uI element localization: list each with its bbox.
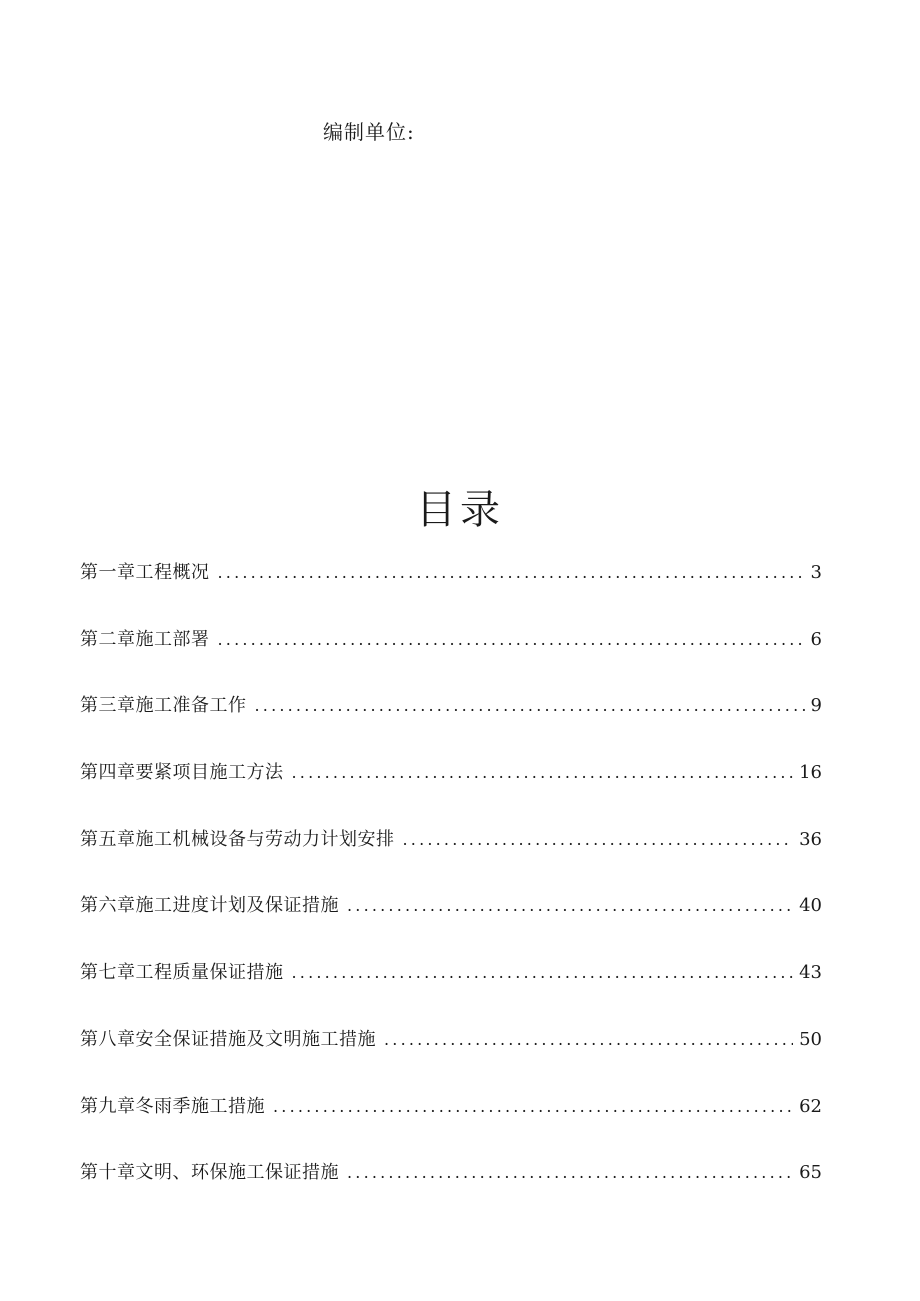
toc-item-label: 第六章施工进度计划及保证措施 — [80, 895, 339, 917]
toc-item[interactable] — [80, 958, 822, 1025]
toc-item-page: 36 — [799, 828, 822, 850]
toc-leader-dots — [292, 763, 794, 782]
toc-item-label: 第二章施工部署 — [80, 628, 210, 650]
toc-item-page: 43 — [799, 962, 822, 984]
toc-item-page: 3 — [810, 562, 822, 583]
toc-item-page: 40 — [799, 895, 822, 917]
toc-leader-dots — [347, 1163, 793, 1182]
toc-item-page: 6 — [810, 628, 822, 650]
toc-item-label: 第七章工程质量保证措施 — [80, 962, 284, 984]
toc-item[interactable] — [80, 691, 822, 758]
toc-item-page: 16 — [799, 762, 822, 784]
toc-item-page: 62 — [799, 1095, 822, 1117]
org-label: 编制单位: — [323, 120, 415, 144]
toc-item[interactable] — [80, 758, 822, 825]
toc-item[interactable] — [80, 1158, 822, 1225]
toc-item-label: 第九章冬雨季施工措施 — [80, 1095, 265, 1117]
toc-leader-dots — [292, 963, 794, 982]
toc-leader-dots — [218, 630, 805, 649]
toc-item[interactable] — [80, 1092, 822, 1159]
toc-title: 目录 — [416, 487, 504, 533]
toc-item[interactable] — [80, 891, 822, 958]
toc-item-label: 第八章安全保证措施及文明施工措施 — [80, 1028, 376, 1050]
toc-item[interactable] — [80, 558, 822, 625]
toc-list — [80, 558, 822, 1225]
toc-item[interactable] — [80, 825, 822, 892]
toc-item-label: 第四章要紧项目施工方法 — [80, 762, 284, 784]
toc-item-page: 9 — [810, 695, 822, 717]
toc-item-label: 第十章文明、环保施工保证措施 — [80, 1162, 339, 1184]
toc-item-page: 65 — [799, 1162, 822, 1184]
toc-item-label: 第五章施工机械设备与劳动力计划安排 — [80, 828, 395, 850]
toc-item[interactable] — [80, 1025, 822, 1092]
toc-item[interactable] — [80, 625, 822, 692]
toc-leader-dots — [403, 830, 794, 849]
toc-item-page: 50 — [799, 1028, 822, 1050]
toc-item-label: 第一章工程概况 — [80, 562, 210, 583]
toc-item-label: 第三章施工准备工作 — [80, 695, 247, 717]
toc-leader-dots — [347, 896, 793, 915]
toc-leader-dots — [218, 563, 805, 582]
toc-leader-dots — [384, 1030, 793, 1049]
toc-leader-dots — [255, 696, 805, 715]
toc-leader-dots — [273, 1097, 793, 1116]
